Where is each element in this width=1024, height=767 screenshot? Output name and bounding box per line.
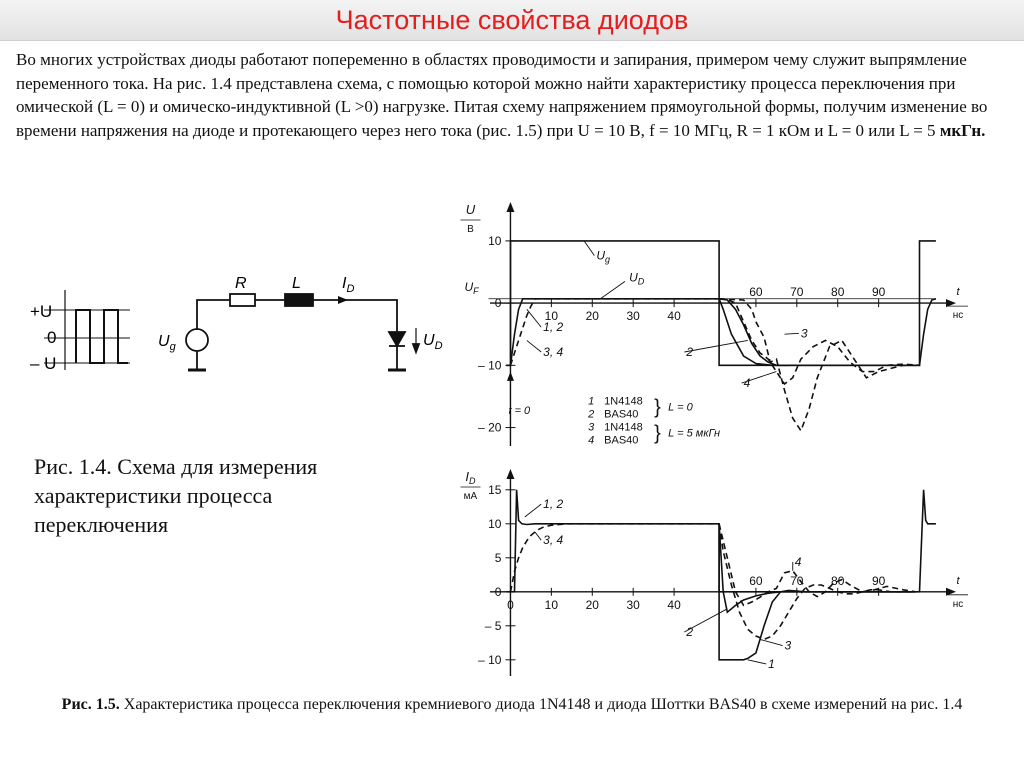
y-tick-label: – 10 (478, 358, 502, 373)
y-tick-label: 0 (494, 584, 502, 599)
x-tick-label: 60 (749, 285, 763, 300)
uf-label: $U_F$ (464, 279, 479, 296)
series-label: 4 (794, 554, 802, 569)
legend-item-name: 1N4148 (604, 421, 643, 434)
fig-1-4-diagram (30, 270, 470, 380)
resistor-r (230, 294, 255, 306)
series-leader-line (760, 639, 783, 645)
square-wave-plus-label: +U (30, 302, 53, 321)
source-label: $U_g$ (158, 333, 176, 353)
series-leader-line (748, 660, 766, 664)
series-label: 3, 4 (543, 533, 564, 548)
slide-title-bar (0, 0, 1024, 41)
series-leader-line (527, 309, 541, 327)
legend-item-name: 1N4148 (604, 395, 643, 408)
square-wave-zero-label: 0 (47, 328, 57, 347)
series-leader-line (527, 340, 541, 352)
y-tick-label: 10 (488, 516, 502, 531)
diode-symbol (389, 332, 405, 346)
slide-title: Частотные свойства диодов (335, 4, 689, 35)
square-wave-line (76, 310, 128, 363)
x-axis-unit: нс (952, 310, 964, 322)
y-axis-label: $I_D$ (465, 469, 476, 486)
inductor-label: L (292, 275, 301, 292)
fig-1-5-caption-text: Характеристика процесса переключения кремниевого диода 1N4148 и диода Шоттки BAS40 в схеме измерений на рис. 1.4 (119, 696, 963, 713)
current-label: $I_D$ (342, 275, 355, 295)
x-tick-label: 60 (749, 573, 763, 588)
fig-1-5-caption-number: Рис. 1.5. (61, 696, 120, 713)
legend-brace-2: } (654, 422, 661, 445)
intro-text: Во многих устройствах диоды работают попеременно в областях проводимости и запирания, примером чему служит выпрямление переменного тока. На рис. 1.4 представлена схема, с помощью которой можно найти характеристику процесса переключения при омической (L = 0) и омическо-индуктивной (L >0) нагрузке. Питая схему напряжением прямоугольной формы, получим изменение во времени напряжения на диоде и протекающего через него тока (рис. 1.5) при U = 10 В, f = 10 МГц, R = 1 кОм и L = 0 или L = 5 (16, 50, 988, 140)
t0-arrow-head (507, 372, 514, 381)
series-label: 1 (768, 656, 775, 671)
ud-label: $U_D$ (629, 270, 645, 287)
series-line-4 (719, 524, 915, 606)
y-tick-label: 10 (488, 233, 502, 248)
series-label: 3 (800, 326, 808, 341)
x-tick-label: 70 (790, 573, 804, 588)
series-label: 4 (743, 376, 751, 391)
y-axis-arrow (506, 469, 514, 479)
fig-1-4-caption: Рис. 1.4. Схема для измерения характеристики процесса переключения (34, 454, 318, 537)
legend-group-1: L = 0 (668, 401, 693, 414)
legend-item-name: BAS40 (604, 408, 639, 421)
series-leader-line (785, 333, 799, 334)
x-tick-label: 10 (544, 597, 559, 612)
legend-brace-1: } (654, 396, 661, 419)
series-line-1-2 (506, 299, 936, 366)
series-leader-line (525, 504, 541, 517)
x-tick-label: 40 (667, 309, 681, 324)
x-tick-label: 80 (831, 573, 845, 588)
x-tick-label: 90 (871, 285, 886, 300)
x-tick-label: 70 (790, 285, 804, 300)
y-tick-label: – 5 (484, 618, 502, 633)
x-tick-label: 20 (585, 309, 599, 324)
x-tick-label: 40 (667, 597, 681, 612)
x-axis-label: t (956, 574, 960, 587)
y-axis-arrow (506, 202, 514, 212)
y-tick-label: 5 (494, 550, 502, 565)
series-line-2 (719, 299, 789, 366)
x-tick-label: 20 (585, 597, 599, 612)
legend-item-name: BAS40 (604, 434, 639, 447)
diode-voltage-label: $U_D$ (423, 332, 443, 352)
y-axis-label: U (465, 202, 476, 217)
y-axis-unit: мА (463, 491, 478, 502)
series-label: 3, 4 (543, 345, 564, 359)
inductor-l (285, 294, 313, 306)
intro-tail: мкГн. (939, 120, 986, 140)
square-wave-minus-label: – U (30, 354, 57, 373)
legend-group-2: L = 5 мкГн (668, 427, 721, 440)
legend-item-number: 4 (588, 434, 595, 447)
x-tick-label: 30 (626, 309, 640, 324)
series-label: 2 (686, 625, 694, 639)
resistor-label: R (235, 275, 247, 292)
series-label: $U_g$ (596, 248, 611, 265)
x-axis-unit: нс (952, 598, 964, 610)
y-tick-label: 15 (488, 482, 502, 497)
series-label: 2 (686, 345, 694, 359)
series-line-4 (719, 299, 919, 384)
series-leader-line (535, 532, 541, 540)
series-label: 1, 2 (543, 497, 564, 512)
y-axis-unit: В (467, 224, 474, 235)
legend-item-number: 1 (588, 395, 595, 408)
legend-item-number: 3 (588, 421, 595, 434)
y-tick-label: – 10 (478, 652, 502, 667)
x-tick-label: 0 (507, 597, 514, 612)
x-tick-label: 90 (871, 573, 886, 588)
x-tick-label: 10 (544, 309, 559, 324)
x-tick-label: 30 (626, 597, 640, 612)
legend-item-number: 2 (588, 408, 595, 421)
x-tick-label: 80 (831, 285, 845, 300)
voltage-source-ug (186, 329, 208, 351)
ud-leader-line (600, 281, 625, 298)
series-label: 3 (784, 638, 792, 653)
current-chart (455, 458, 964, 678)
series-line-3-4 (511, 524, 720, 592)
y-tick-label: 0 (494, 296, 502, 311)
x-axis-label: t (956, 286, 960, 299)
current-arrow (338, 296, 348, 304)
voltage-chart (455, 178, 964, 448)
t0-label: t = 0 (508, 404, 531, 417)
intro-paragraph (16, 48, 1010, 142)
y-tick-label: – 20 (478, 420, 502, 435)
measuring-circuit (186, 294, 419, 370)
series-line-2 (719, 524, 915, 612)
series-label: 1, 2 (543, 320, 564, 335)
series-leader-line (584, 241, 594, 256)
square-wave-graph (44, 290, 130, 370)
fig-1-5-caption (20, 694, 1004, 716)
